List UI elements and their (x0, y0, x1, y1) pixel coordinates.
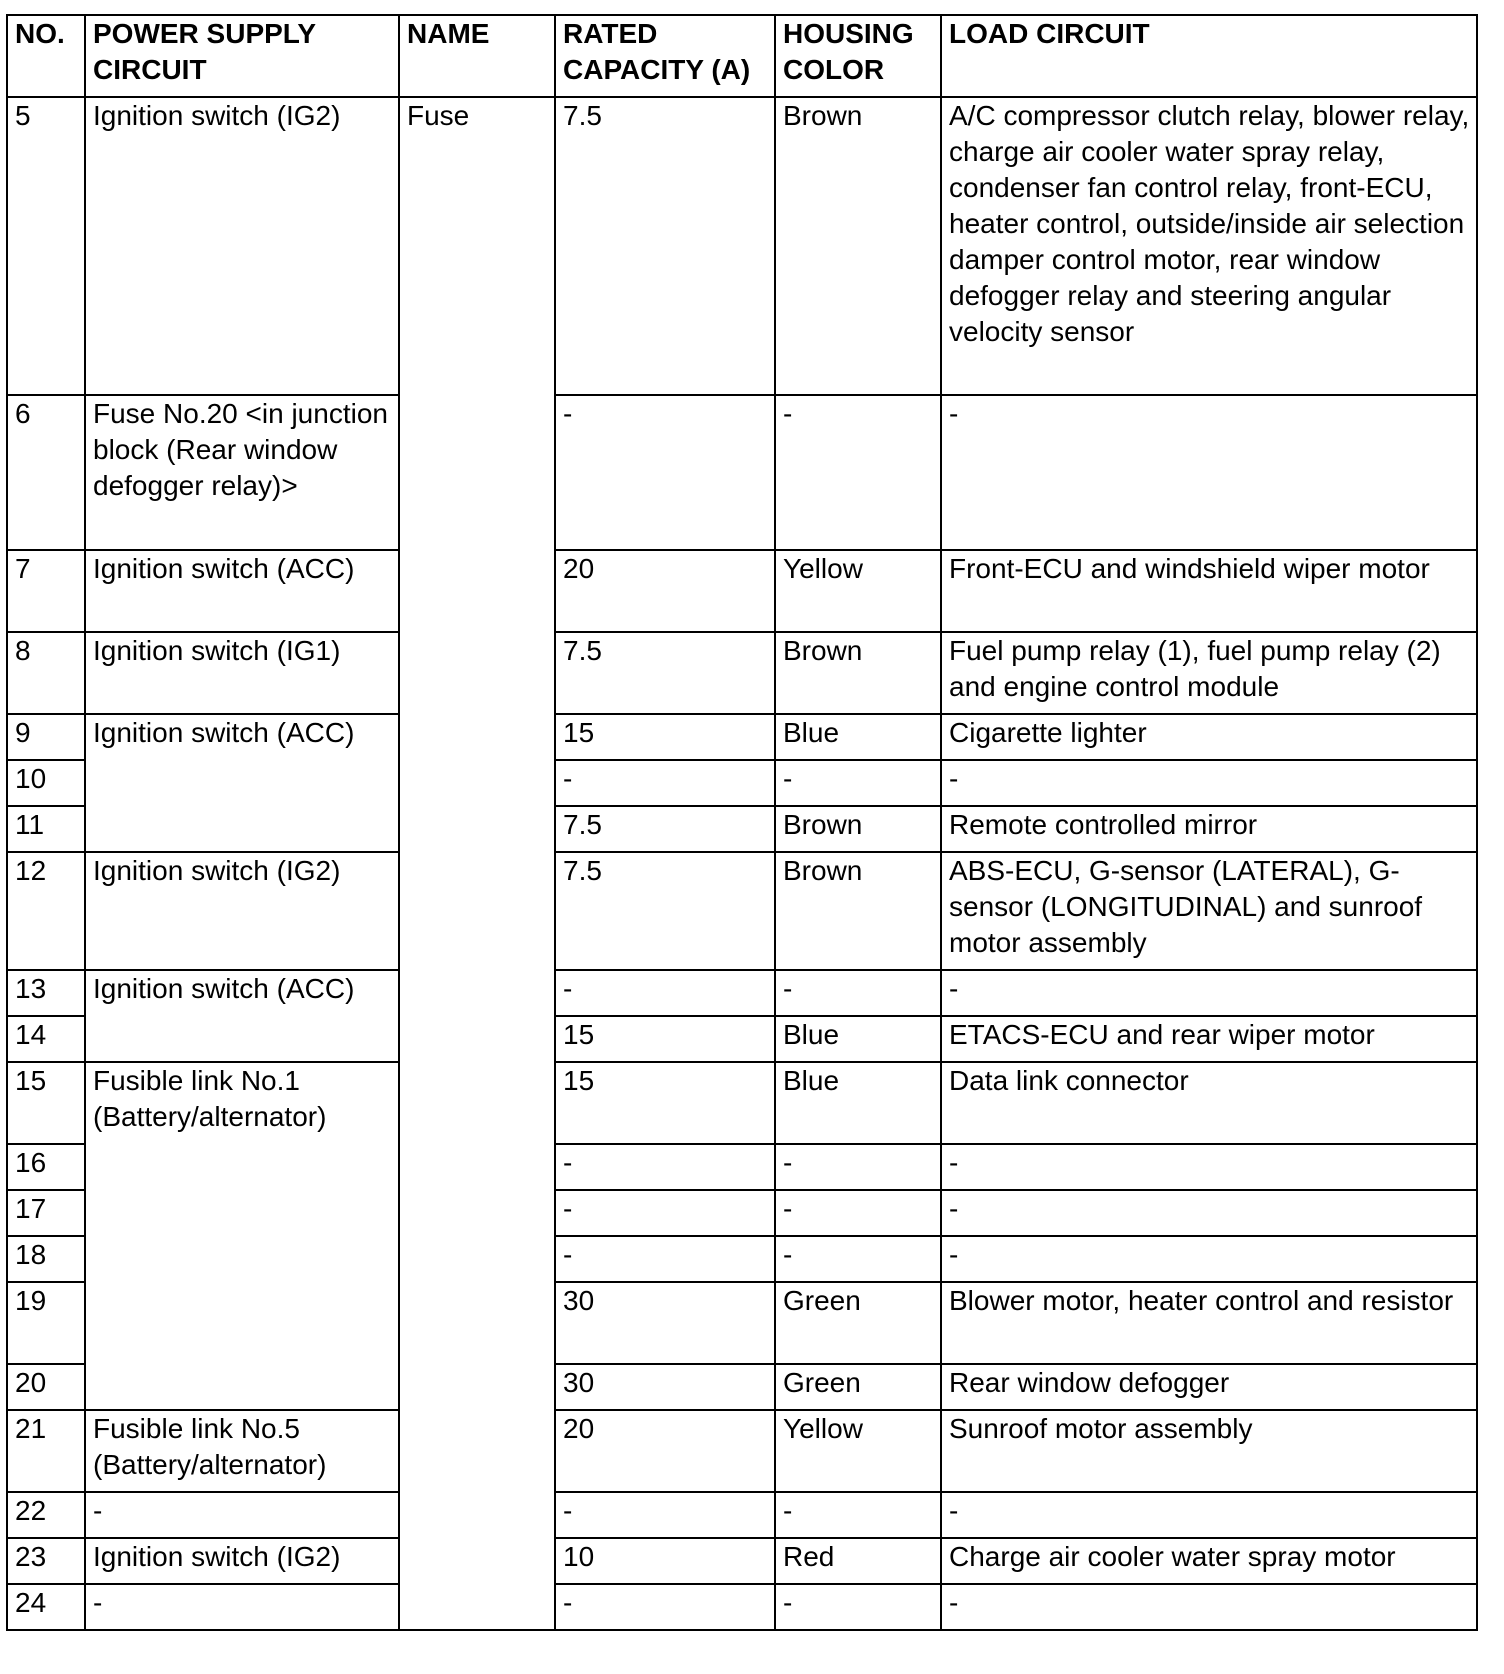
cell-no: 15 (7, 1062, 85, 1144)
cell-rated-capacity: - (555, 1144, 775, 1190)
cell-housing-color: Brown (775, 97, 941, 395)
cell-power-supply: Fuse No.20 <in junction block (Rear window defogger relay)> (85, 395, 399, 550)
cell-load-circuit: ABS-ECU, G-sensor (LATERAL), G-sensor (LONGITUDINAL) and sunroof motor assembly (941, 852, 1477, 970)
cell-no: 20 (7, 1364, 85, 1410)
cell-no: 24 (7, 1584, 85, 1630)
cell-load-circuit: - (941, 1144, 1477, 1190)
cell-power-supply: Ignition switch (IG2) (85, 852, 399, 970)
cell-rated-capacity: 30 (555, 1282, 775, 1364)
cell-housing-color: - (775, 1584, 941, 1630)
cell-rated-capacity: 30 (555, 1364, 775, 1410)
cell-housing-color: - (775, 1236, 941, 1282)
cell-rated-capacity: 15 (555, 714, 775, 760)
cell-rated-capacity: 7.5 (555, 806, 775, 852)
cell-no: 5 (7, 97, 85, 395)
cell-no: 12 (7, 852, 85, 970)
cell-housing-color: Blue (775, 1062, 941, 1144)
cell-housing-color: - (775, 760, 941, 806)
cell-no: 16 (7, 1144, 85, 1190)
cell-rated-capacity: 15 (555, 1062, 775, 1144)
cell-load-circuit: - (941, 760, 1477, 806)
cell-rated-capacity: - (555, 970, 775, 1016)
fuse-table (6, 14, 1478, 1631)
cell-power-supply: Ignition switch (IG2) (85, 97, 399, 395)
cell-no: 22 (7, 1492, 85, 1538)
header-name: NAME (399, 15, 555, 97)
cell-name: Fuse (399, 97, 555, 1630)
cell-load-circuit: Blower motor, heater control and resistor (941, 1282, 1477, 1364)
cell-load-circuit: - (941, 1190, 1477, 1236)
cell-rated-capacity: - (555, 760, 775, 806)
cell-no: 6 (7, 395, 85, 550)
cell-power-supply: Fusible link No.1 (Battery/alternator) (85, 1062, 399, 1410)
cell-load-circuit: - (941, 395, 1477, 550)
cell-no: 21 (7, 1410, 85, 1492)
cell-load-circuit: - (941, 1236, 1477, 1282)
cell-housing-color: Brown (775, 632, 941, 714)
cell-rated-capacity: 7.5 (555, 632, 775, 714)
cell-rated-capacity: - (555, 395, 775, 550)
header-housing-color: HOUSING COLOR (775, 15, 941, 97)
cell-no: 18 (7, 1236, 85, 1282)
table-row (7, 550, 1477, 632)
cell-load-circuit: A/C compressor clutch relay, blower relay, charge air cooler water spray relay, condenser fan control relay, front-ECU, heater control, outside/inside air selection damper control motor, rear window defogger relay and steering angular velocity sensor (941, 97, 1477, 395)
table-row (7, 1062, 1477, 1144)
table-row (7, 1492, 1477, 1538)
cell-no: 9 (7, 714, 85, 760)
cell-power-supply: Ignition switch (IG2) (85, 1538, 399, 1584)
table-row (7, 632, 1477, 714)
cell-housing-color: - (775, 395, 941, 550)
cell-rated-capacity: - (555, 1236, 775, 1282)
cell-housing-color: Brown (775, 806, 941, 852)
cell-housing-color: - (775, 1144, 941, 1190)
header-rated-capacity: RATED CAPACITY (A) (555, 15, 775, 97)
table-row (7, 852, 1477, 970)
cell-load-circuit: Front-ECU and windshield wiper motor (941, 550, 1477, 632)
cell-rated-capacity: - (555, 1492, 775, 1538)
cell-load-circuit: Remote controlled mirror (941, 806, 1477, 852)
cell-rated-capacity: - (555, 1190, 775, 1236)
cell-power-supply: Ignition switch (IG1) (85, 632, 399, 714)
cell-load-circuit: - (941, 1584, 1477, 1630)
cell-no: 19 (7, 1282, 85, 1364)
cell-housing-color: Brown (775, 852, 941, 970)
header-no: NO. (7, 15, 85, 97)
table-row (7, 1584, 1477, 1630)
cell-rated-capacity: 10 (555, 1538, 775, 1584)
cell-load-circuit: Charge air cooler water spray motor (941, 1538, 1477, 1584)
header-load-circuit: LOAD CIRCUIT (941, 15, 1477, 97)
cell-housing-color: Green (775, 1282, 941, 1364)
cell-no: 13 (7, 970, 85, 1016)
cell-power-supply: - (85, 1584, 399, 1630)
cell-power-supply: Fusible link No.5 (Battery/alternator) (85, 1410, 399, 1492)
cell-load-circuit: Data link connector (941, 1062, 1477, 1144)
cell-housing-color: Blue (775, 1016, 941, 1062)
cell-no: 10 (7, 760, 85, 806)
table-row (7, 395, 1477, 550)
cell-load-circuit: Fuel pump relay (1), fuel pump relay (2) and engine control module (941, 632, 1477, 714)
header-row (7, 15, 1477, 97)
cell-no: 17 (7, 1190, 85, 1236)
cell-rated-capacity: 20 (555, 550, 775, 632)
cell-load-circuit: Rear window defogger (941, 1364, 1477, 1410)
cell-housing-color: - (775, 970, 941, 1016)
cell-housing-color: - (775, 1492, 941, 1538)
cell-no: 8 (7, 632, 85, 714)
header-power-supply: POWER SUPPLY CIRCUIT (85, 15, 399, 97)
cell-power-supply: Ignition switch (ACC) (85, 714, 399, 852)
cell-power-supply: Ignition switch (ACC) (85, 970, 399, 1062)
cell-housing-color: Yellow (775, 550, 941, 632)
cell-load-circuit: - (941, 1492, 1477, 1538)
cell-rated-capacity: 20 (555, 1410, 775, 1492)
table-row (7, 714, 1477, 760)
cell-housing-color: Yellow (775, 1410, 941, 1492)
cell-power-supply: - (85, 1492, 399, 1538)
cell-power-supply: Ignition switch (ACC) (85, 550, 399, 632)
cell-rated-capacity: - (555, 1584, 775, 1630)
cell-housing-color: Blue (775, 714, 941, 760)
cell-rated-capacity: 15 (555, 1016, 775, 1062)
cell-housing-color: Red (775, 1538, 941, 1584)
cell-load-circuit: Sunroof motor assembly (941, 1410, 1477, 1492)
cell-load-circuit: Cigarette lighter (941, 714, 1477, 760)
cell-load-circuit: ETACS-ECU and rear wiper motor (941, 1016, 1477, 1062)
cell-no: 11 (7, 806, 85, 852)
table-row (7, 1538, 1477, 1584)
table-row (7, 970, 1477, 1016)
table-row (7, 97, 1477, 395)
cell-no: 7 (7, 550, 85, 632)
cell-housing-color: Green (775, 1364, 941, 1410)
cell-rated-capacity: 7.5 (555, 97, 775, 395)
cell-rated-capacity: 7.5 (555, 852, 775, 970)
cell-no: 14 (7, 1016, 85, 1062)
cell-load-circuit: - (941, 970, 1477, 1016)
table-row (7, 1410, 1477, 1492)
cell-no: 23 (7, 1538, 85, 1584)
cell-housing-color: - (775, 1190, 941, 1236)
